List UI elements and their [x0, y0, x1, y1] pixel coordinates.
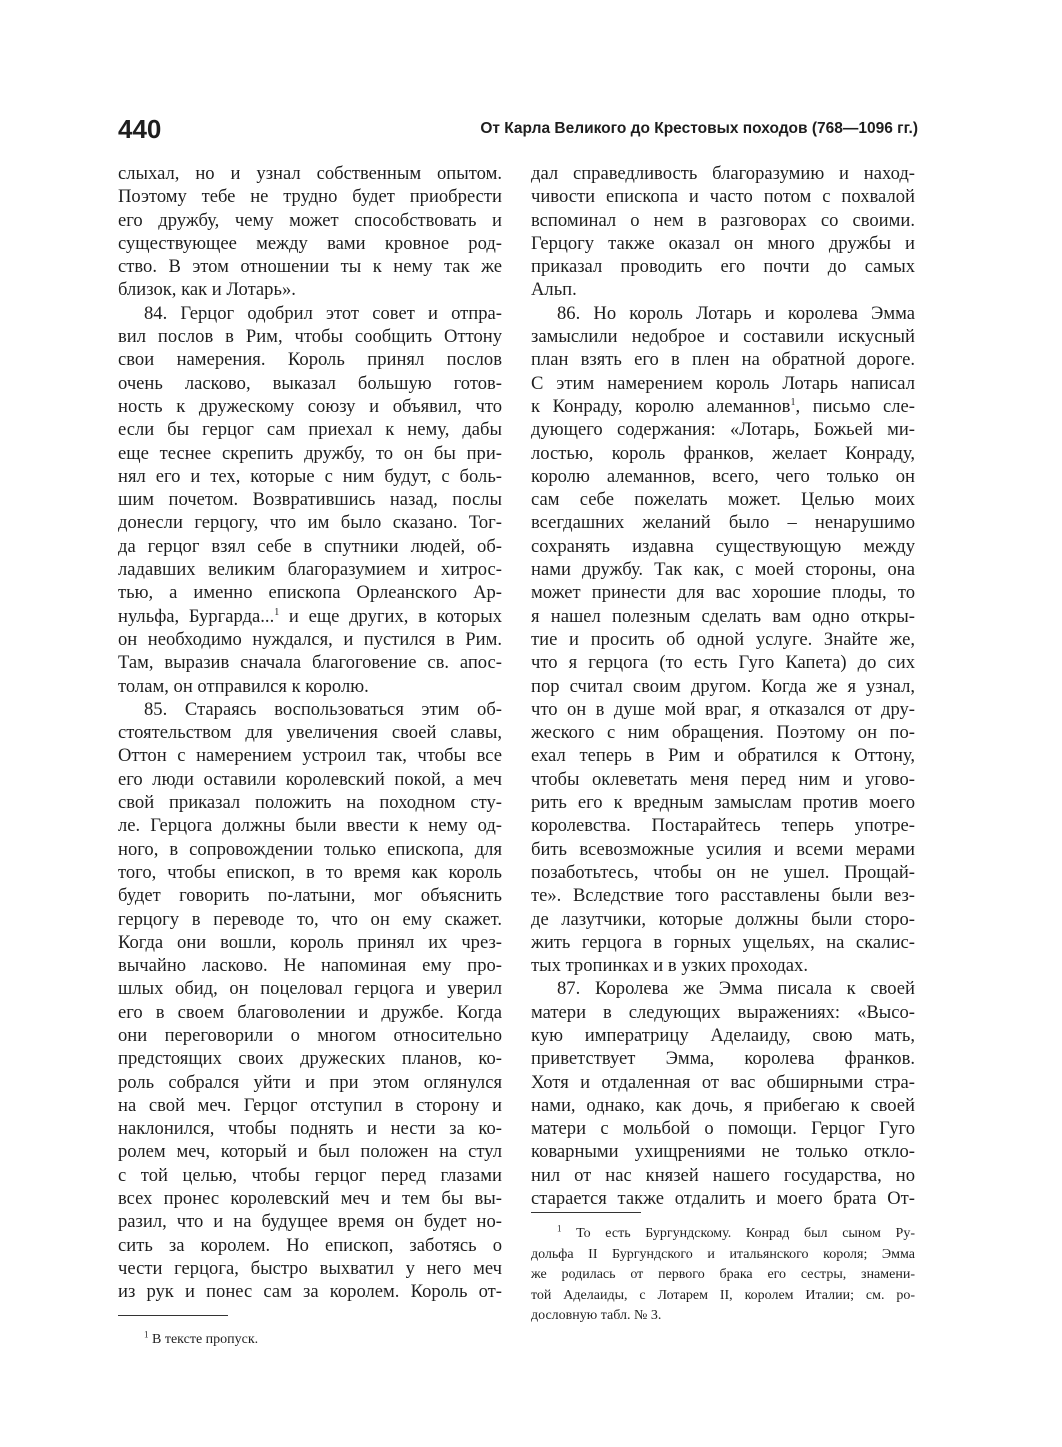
text-line — [531, 1164, 915, 1187]
text-line — [118, 278, 502, 301]
text-line — [531, 581, 915, 604]
text-line — [531, 511, 915, 534]
text-line — [118, 908, 502, 931]
line-text: нульфа, Бургарда... — [118, 605, 275, 627]
line-text: старается также отдалить и моего брата От- — [531, 1188, 915, 1210]
line-text: вспоминал о нем в разговорах со своими. — [531, 209, 915, 231]
line-text: де лазутчики, которые должны были сторо- — [531, 908, 915, 930]
text-line — [531, 838, 915, 861]
text-line — [118, 651, 502, 674]
line-text: те». Вследствие того расставлены были вез- — [531, 885, 915, 907]
text-line — [531, 1117, 915, 1140]
text-line — [531, 278, 915, 301]
text-line — [118, 744, 502, 767]
line-text: В тексте пропуск. — [148, 1332, 259, 1347]
text-line — [531, 1286, 915, 1307]
line-text: герцогу в переводе то, что он ему скажет. — [118, 908, 502, 930]
text-line — [118, 1071, 502, 1094]
text-line — [531, 1224, 915, 1245]
line-text: ность к дружескому союзу и объявил, что — [118, 395, 502, 417]
line-text: свои намерения. Король принял послов — [118, 349, 502, 371]
text-line — [118, 1047, 502, 1070]
text-line — [531, 814, 915, 837]
text-line — [118, 348, 502, 371]
text-line — [118, 1210, 502, 1233]
line-text: 85. Стараясь воспользоваться этим об- — [144, 698, 502, 720]
text-line — [118, 931, 502, 954]
text-line — [118, 698, 502, 721]
text-line — [118, 511, 502, 534]
line-text: ле. Герцога должны были ввести к нему од- — [118, 815, 502, 837]
text-line — [531, 675, 915, 698]
text-line — [531, 1094, 915, 1117]
line-text: нил от нас князей нашего государства, но — [531, 1164, 915, 1186]
line-text: нами, однако, как дочь, я прибегаю к своей — [531, 1094, 915, 1116]
line-text: свой приказал положить на походном сту- — [118, 792, 502, 814]
line-text: будет говорить по-латыни, мог объяснить — [118, 885, 502, 907]
text-line — [531, 488, 915, 511]
text-line — [531, 1140, 915, 1163]
text-line — [118, 418, 502, 441]
text-line — [531, 302, 915, 325]
line-text: той Аделаиды, с Лотарем II, королем Италии; см. ро- — [531, 1287, 915, 1303]
line-text: сить за королем. Но епископ, заботясь о — [118, 1234, 502, 1256]
line-text: тых тропинках и в узких проходах. — [531, 955, 808, 977]
line-text: сам себе пожелать может. Целью моих — [531, 489, 915, 511]
line-text: слыхал, но и узнал собственным опытом. — [118, 163, 502, 184]
line-text: позаботьтесь, чтобы он не ушел. Прощай- — [531, 861, 915, 883]
text-line — [118, 1187, 502, 1210]
line-text: к Конраду, королю алеманнов — [531, 395, 791, 417]
line-text: близок, как и Лотарь». — [118, 279, 296, 301]
line-text: он необходимо нуждался, и пустился в Рим. — [118, 628, 502, 650]
line-text: матери в следующих выражениях: «Высо- — [531, 1001, 915, 1023]
text-line — [531, 372, 915, 395]
text-line — [118, 838, 502, 861]
line-text: и еще других, в которых — [279, 605, 502, 627]
line-text: очень ласково, выказал большую готов- — [118, 372, 502, 394]
text-line — [118, 535, 502, 558]
footnote-left — [118, 1330, 502, 1351]
line-text: королю алеманнов, всего, чего только он — [531, 465, 915, 487]
line-text: пор считал своим другом. Когда же я узнал, — [531, 675, 915, 697]
line-text: Когда они вошли, король принял их чрез- — [118, 931, 502, 953]
text-line — [531, 698, 915, 721]
line-text: существующее между вами кровное род- — [118, 232, 502, 254]
text-line — [531, 908, 915, 931]
line-text: стоятельством для увеличения своей славы, — [118, 722, 502, 744]
line-text: То есть Бургундскому. Конрад был сыном Ру- — [561, 1226, 915, 1241]
line-text: если бы герцог сам приехал к нему, дабы — [118, 419, 502, 441]
line-text: 84. Герцог одобрил этот совет и отпра- — [144, 302, 502, 324]
text-line — [118, 1094, 502, 1117]
text-line — [531, 721, 915, 744]
text-line — [531, 1001, 915, 1024]
line-text: ство. В этом отношении ты к нему так же — [118, 256, 502, 278]
text-line — [118, 232, 502, 255]
text-line — [118, 791, 502, 814]
line-text: жеского с ним обращения. Поэтому он по- — [531, 722, 915, 744]
line-text: донесли герцогу, что им было сказано. Тог- — [118, 512, 502, 534]
text-line — [531, 325, 915, 348]
text-line — [531, 1187, 915, 1210]
line-text: жить герцога в горных ущельях, на скалис- — [531, 931, 915, 953]
line-text: приказал проводить его почти до самых — [531, 256, 915, 278]
line-text: рить его к вредным замыслам против моего — [531, 792, 915, 814]
line-text: ролем меч, который и был положен на стул — [118, 1141, 502, 1163]
line-text: Поэтому тебе не трудно будет приобрести — [118, 186, 502, 208]
line-text: коварными ухищрениями не только откло- — [531, 1141, 915, 1163]
text-line — [531, 255, 915, 278]
footnote-marker: 1 — [144, 1329, 149, 1340]
line-text: да герцог взял себе в спутники людей, об- — [118, 535, 502, 557]
text-line — [531, 1047, 915, 1070]
text-line — [118, 721, 502, 744]
line-text: же родилась от первого брака его сестры, знамени- — [531, 1267, 915, 1282]
line-text: нами дружбу. Так как, с моей стороны, она — [531, 559, 915, 581]
line-text: того, чтобы епископ, в то время как король — [118, 861, 502, 883]
text-line — [531, 628, 915, 651]
line-text: замыслили недоброе и составили искусный — [531, 326, 915, 348]
line-text: роль собрался уйти и при этом оглянулся — [118, 1071, 502, 1093]
line-text: 86. Но король Лотарь и королева Эмма — [557, 302, 915, 324]
line-text: на свой меч. Герцог отступил в сторону и — [118, 1094, 502, 1116]
text-line — [118, 814, 502, 837]
line-text: ладавших великим благоразумием и хитрос- — [118, 559, 502, 581]
text-line — [118, 558, 502, 581]
text-line — [531, 884, 915, 907]
text-line — [118, 1164, 502, 1187]
line-text: еще теснее скрепить дружбу, то он бы при- — [118, 442, 502, 464]
text-line — [118, 675, 502, 698]
text-line — [118, 302, 502, 325]
line-text: дольфа II Бургундского и итальянского короля; Эмма — [531, 1246, 915, 1262]
line-text: толам, он отправился к королю. — [118, 675, 369, 697]
text-line — [531, 442, 915, 465]
text-line — [118, 1257, 502, 1280]
text-line — [118, 977, 502, 1000]
text-line — [531, 209, 915, 232]
line-text: его в своем благоволении и дружбе. Когда — [118, 1001, 502, 1023]
line-text: королевства. Постарайтесь теперь употре- — [531, 815, 915, 837]
text-line — [118, 395, 502, 418]
line-text: его люди оставили королевский покой, а меч — [118, 768, 502, 790]
line-text: может принести для вас хорошие плоды, то — [531, 582, 915, 604]
text-line — [118, 1001, 502, 1024]
text-line — [118, 605, 502, 628]
text-line — [118, 954, 502, 977]
left-text-column — [118, 162, 502, 1304]
text-line — [531, 768, 915, 791]
text-line — [118, 628, 502, 651]
line-text: матери с мольбой о помощи. Герцог Гуго — [531, 1118, 915, 1140]
text-line — [531, 1024, 915, 1047]
text-line — [118, 1140, 502, 1163]
footnote-right — [531, 1224, 915, 1327]
text-line — [531, 605, 915, 628]
line-text: С этим намерением король Лотарь написал — [531, 372, 915, 394]
line-text: всех пронес королевский меч и тем бы вы- — [118, 1188, 502, 1210]
text-line — [531, 931, 915, 954]
line-text: , письмо сле- — [795, 395, 915, 417]
line-text: всегдашних желаний было – ненарушимо — [531, 512, 915, 534]
text-line — [531, 861, 915, 884]
text-line — [118, 185, 502, 208]
running-title: От Карла Великого до Крестовых походов (768—1096 гг.) — [480, 120, 918, 137]
line-text: что я герцога (то есть Гуго Капета) до сих — [531, 652, 915, 674]
text-line — [118, 465, 502, 488]
line-text: вычайно ласково. Не напоминая ему про- — [118, 955, 502, 977]
text-line — [118, 884, 502, 907]
line-text: 87. Королева же Эмма писала к своей — [557, 978, 915, 1000]
line-text: вил послов в Рим, чтобы сообщить Оттону — [118, 326, 502, 348]
line-text: предстоящих своих дружеских планов, ко- — [118, 1048, 502, 1070]
line-text: Хотя и отдаленная от вас обширными стра- — [531, 1071, 915, 1093]
text-line — [531, 954, 915, 977]
text-line — [531, 162, 915, 185]
text-line — [531, 977, 915, 1000]
line-text: Альп. — [531, 279, 577, 301]
line-text: план взять его в плен на обратной дороге. — [531, 349, 915, 371]
text-line — [531, 1071, 915, 1094]
text-line — [118, 488, 502, 511]
text-line — [531, 1265, 915, 1286]
line-text: шим почетом. Возвратившись назад, послы — [118, 489, 502, 511]
text-line — [118, 1234, 502, 1257]
text-line — [531, 465, 915, 488]
footnote-reference: 1 — [790, 396, 796, 408]
page-header — [118, 114, 918, 148]
line-text: чивости епископа и часто потом с похвалой — [531, 186, 915, 208]
text-line — [118, 1024, 502, 1047]
line-text: Герцогу также оказал он много дружбы и — [531, 232, 915, 254]
footnote-reference: 1 — [274, 606, 280, 618]
text-line — [118, 255, 502, 278]
line-text: чести герцога, быстро выхватил у него меч — [118, 1257, 502, 1279]
line-text: наклонился, чтобы поднять и нести за ко- — [118, 1118, 502, 1140]
line-text: разил, что и на будущее время он будет но- — [118, 1211, 502, 1233]
text-line — [531, 1306, 915, 1327]
text-line — [531, 791, 915, 814]
text-line — [118, 325, 502, 348]
line-text: Оттон с намерением устроил так, чтобы все — [118, 745, 502, 767]
text-line — [118, 372, 502, 395]
line-text: его дружбу, чему может способствовать и — [118, 209, 502, 231]
line-text: бить всевозможные усилия и всеми мерами — [531, 838, 915, 860]
line-text: сохранять издавна существующую между — [531, 535, 915, 557]
line-text: они переговорили о многом относительно — [118, 1024, 502, 1046]
text-line — [118, 581, 502, 604]
line-text: чтобы оклеветать меня перед ним и угово- — [531, 768, 915, 790]
footnote-marker: 1 — [557, 1223, 562, 1234]
text-line — [118, 442, 502, 465]
line-text: лостью, король франков, желает Конраду, — [531, 442, 915, 464]
right-text-column — [531, 162, 915, 1210]
line-text: дал справедливость благоразумию и наход- — [531, 163, 915, 184]
line-text: я нашел полезным сделать вам одно откры- — [531, 605, 915, 627]
text-line — [531, 418, 915, 441]
text-line — [531, 348, 915, 371]
line-text: приветствует Эмма, королева франков. — [531, 1048, 915, 1070]
text-line — [531, 185, 915, 208]
text-line — [118, 768, 502, 791]
line-text: ехал теперь в Рим и обратился к Оттону, — [531, 745, 915, 767]
line-text: ного, в сопровождении только епископа, для — [118, 838, 502, 860]
text-line — [118, 1117, 502, 1140]
page-number: 440 — [118, 114, 162, 144]
text-line — [118, 1280, 502, 1303]
line-text: кую императрицу Аделаиду, свою мать, — [531, 1024, 915, 1046]
text-line — [118, 209, 502, 232]
text-line — [118, 861, 502, 884]
text-line — [531, 395, 915, 418]
line-text: что он в душе мой враг, я отказался от дру- — [531, 698, 915, 720]
text-line — [531, 558, 915, 581]
line-text: шлых обид, он поцеловал герцога и уверил — [118, 978, 502, 1000]
text-line — [531, 232, 915, 255]
line-text: Там, выразив сначала благоговение св. апос- — [118, 652, 502, 674]
line-text: дословную табл. № 3. — [531, 1308, 662, 1323]
text-line — [118, 1330, 502, 1351]
text-line — [531, 744, 915, 767]
line-text: тие и просить об одной услуге. Знайте же, — [531, 628, 915, 650]
footnote-rule-left — [118, 1315, 228, 1316]
line-text: тью, а именно епископа Орлеанского Ар- — [118, 582, 502, 604]
line-text: из рук и понес сам за королем. Король от- — [118, 1281, 502, 1303]
line-text: нял его и тех, которые с ним будут, с боль- — [118, 465, 502, 487]
line-text: с той целью, чтобы герцог перед глазами — [118, 1164, 502, 1186]
text-line — [531, 651, 915, 674]
footnote-rule-right — [531, 1212, 641, 1213]
line-text: дующего содержания: «Лотарь, Божьей ми- — [531, 419, 915, 441]
text-line — [531, 1245, 915, 1266]
text-line — [118, 162, 502, 185]
text-line — [531, 535, 915, 558]
